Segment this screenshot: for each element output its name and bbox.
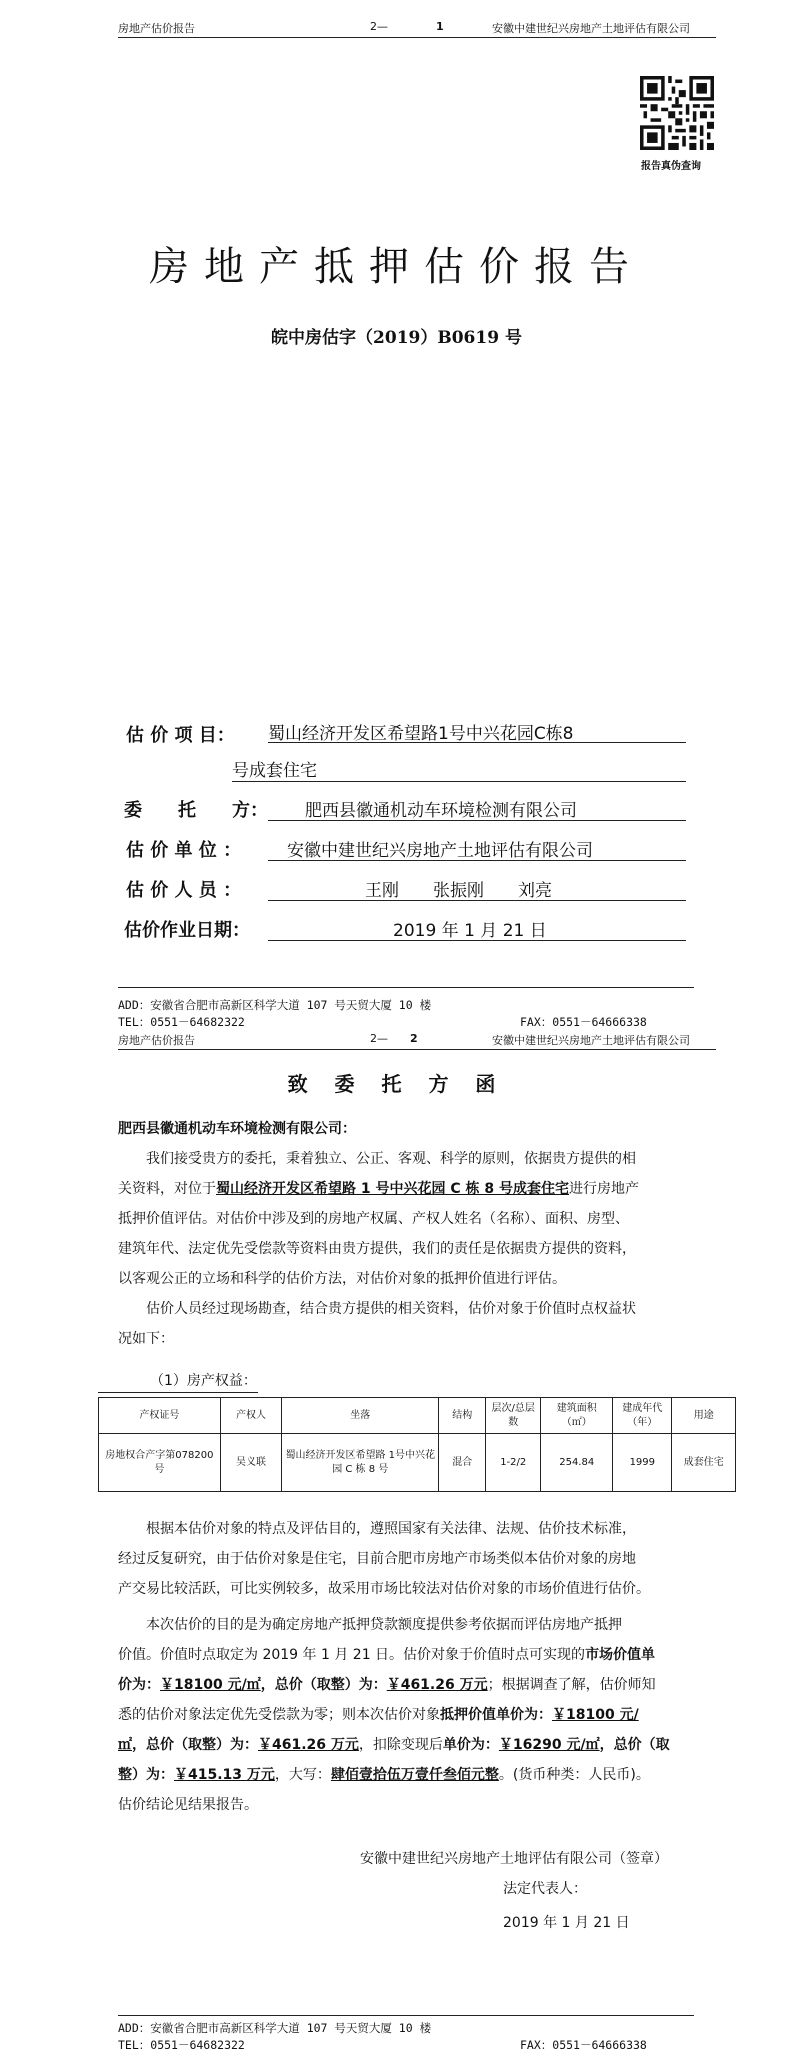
table-header-cell: 建筑面积（㎡）: [541, 1398, 613, 1434]
underline: [268, 860, 686, 861]
header-page-prefix: 2—: [370, 1032, 388, 1045]
header-left: 房地产估价报告: [118, 22, 195, 35]
text-span: 价值。价值时点取定为 2019 年 1 月 21 日。估价对象于价值时点可实现的: [118, 1647, 586, 1663]
text-span: 悉的估价对象法定优先受偿款为零；则本次估价对象: [118, 1707, 440, 1723]
text-line: [118, 1174, 639, 1204]
text-span: 整）为：: [118, 1767, 174, 1783]
report-title: 房地产抵押估价报告: [149, 244, 644, 290]
header-left: 房地产估价报告: [118, 1034, 195, 1047]
text-span: 关资料，对位于: [118, 1181, 216, 1197]
underline: [268, 940, 686, 941]
table-cell: 混合: [439, 1434, 486, 1492]
text-line: [118, 1730, 670, 1760]
table-header-cell: 结构: [439, 1398, 486, 1434]
underline: [232, 781, 686, 782]
field-value-appraisers: 王刚 张振刚 刘亮: [365, 881, 552, 901]
field-value-project: 蜀山经济开发区希望路1号中兴花园C栋8: [268, 724, 574, 744]
property-address: 蜀山经济开发区希望路 1 号中兴花园 C 栋 8 号成套住宅: [216, 1181, 569, 1197]
text-line: 况如下：: [118, 1331, 174, 1347]
footer-rule: [118, 987, 694, 988]
table-header-cell: 产权人: [220, 1398, 281, 1434]
text-span: ，总价（取整）为：: [132, 1737, 258, 1753]
paragraph-1: [118, 1144, 639, 1294]
footer-tel: TEL：0551－64682322: [118, 2038, 245, 2052]
signature-representative: 法定代表人：: [503, 1881, 587, 1897]
text-line: 产交易比较活跃，可比实例较多，故采用市场比较法对估价对象的市场价值进行估价。: [118, 1581, 650, 1597]
qr-label: 报告真伪查询: [641, 161, 701, 172]
text-line: 我们接受贵方的委托，秉着独立、公正、客观、科学的原则，依据贵方提供的相: [146, 1151, 636, 1167]
header-company: 安徽中建世纪兴房地产土地评估有限公司: [492, 1034, 690, 1047]
header-rule: [118, 37, 716, 38]
table-cell: 吴义联: [220, 1434, 281, 1492]
paragraph-2: [118, 1294, 636, 1354]
market-value-label: 市场价值单: [585, 1647, 656, 1663]
caption-rule: [98, 1392, 258, 1393]
field-value-appraiser-org: 安徽中建世纪兴房地产土地评估有限公司: [287, 841, 593, 861]
table-cell: 254.84: [541, 1434, 613, 1492]
text-span: ，总价（取: [599, 1737, 670, 1753]
table-header-cell: 层次/总层数: [486, 1398, 541, 1434]
text-line: [118, 1640, 670, 1670]
text-line: 经过反复研究，由于估价对象是住宅，目前合肥市房地产市场类似本估价对象的房地: [118, 1551, 636, 1567]
field-value-project-cont: 号成套住宅: [232, 761, 317, 781]
table-row: [99, 1434, 736, 1492]
net-unit-price: ￥16290 元/㎡: [498, 1737, 600, 1753]
table-cell: 房地权合产字第078200 号: [99, 1434, 221, 1492]
signature-company: 安徽中建世纪兴房地产土地评估有限公司（签章）: [360, 1851, 668, 1867]
table-header-row: [99, 1398, 736, 1434]
underline: [268, 742, 686, 743]
text-span: 单价为：: [442, 1737, 499, 1753]
text-line: 估价结论见结果报告。: [118, 1797, 258, 1813]
footer-fax: FAX：0551－64666338: [520, 1015, 647, 1029]
table-cell: 成套住宅: [672, 1434, 736, 1492]
text-span: ，总价（取整）为：: [260, 1677, 387, 1693]
signature-date: 2019 年 1 月 21 日: [503, 1915, 630, 1931]
market-total-price: ￥461.26 万元: [386, 1677, 488, 1693]
text-line: 估价人员经过现场勘查，结合贵方提供的相关资料，估价对象于价值时点权益状: [146, 1301, 636, 1317]
header-company: 安徽中建世纪兴房地产土地评估有限公司: [492, 22, 690, 35]
table-header-cell: 产权证号: [99, 1398, 221, 1434]
footer-address: ADD：安徽省合肥市高新区科学大道 107 号天贸大厦 10 楼: [118, 998, 432, 1012]
text-line: [118, 1670, 670, 1700]
table-header-cell: 建成年代（年）: [613, 1398, 672, 1434]
field-label-appraiser-org: 估 价 单 位 ：: [126, 840, 242, 861]
text-span: ，扣除变现后: [358, 1737, 443, 1753]
document-number: 皖中房估字（2019）B0619 号: [271, 328, 522, 348]
header-page-number: 2: [410, 1032, 418, 1045]
header-page-number: 1: [436, 20, 444, 33]
text-line: 建筑年代、法定优先受偿款等资料由贵方提供，我们的责任是依据贵方提供的资料，: [118, 1241, 636, 1257]
field-label-date: 估价作业日期：: [124, 920, 250, 941]
mortgage-total-price: ￥461.26 万元: [258, 1737, 359, 1753]
footer-fax: FAX：0551－64666338: [520, 2038, 647, 2052]
header-rule: [118, 1049, 716, 1050]
field-value-client: 肥西县徽通机动车环境检测有限公司: [305, 801, 577, 821]
text-span: ，大写：: [274, 1767, 331, 1783]
text-span: ㎡: [118, 1737, 132, 1753]
table-caption: （1）房产权益：: [150, 1373, 257, 1389]
paragraph-3: [118, 1514, 650, 1604]
text-span: ；根据调查了解，估价师知: [487, 1677, 656, 1693]
text-span: 价为：: [118, 1677, 160, 1693]
market-unit-price: ￥18100 元/㎡: [160, 1677, 261, 1693]
field-label-project: 估 价 项 目：: [126, 725, 235, 746]
qr-code-icon[interactable]: [640, 76, 714, 150]
mortgage-unit-label: 抵押价值单价为：: [440, 1707, 552, 1723]
underline: [268, 820, 686, 821]
letter-title: 致 委 托 方 函: [287, 1072, 506, 1096]
field-value-date: 2019 年 1 月 21 日: [393, 921, 547, 941]
footer-rule: [118, 2015, 694, 2016]
table-cell: 1-2/2: [486, 1434, 541, 1492]
field-label-client: 委 托 方：: [124, 800, 268, 821]
header-page-prefix: 2—: [370, 20, 388, 33]
text-line: 本次估价的目的是为确定房地产抵押贷款额度提供参考依据而评估房地产抵押: [146, 1617, 622, 1633]
text-line: [118, 1700, 670, 1730]
table-cell: 1999: [613, 1434, 672, 1492]
net-total-price: ￥415.13 万元: [174, 1767, 275, 1783]
addressee: 肥西县徽通机动车环境检测有限公司：: [118, 1121, 356, 1137]
paragraph-4: [118, 1610, 670, 1820]
footer-address: ADD：安徽省合肥市高新区科学大道 107 号天贸大厦 10 楼: [118, 2021, 432, 2035]
text-line: 根据本估价对象的特点及评估目的，遵照国家有关法律、法规、估价技术标准，: [146, 1521, 636, 1537]
property-rights-table: [98, 1397, 736, 1492]
footer-tel: TEL：0551－64682322: [118, 1015, 245, 1029]
text-span: 进行房地产: [569, 1181, 639, 1197]
text-line: 以客观公正的立场和科学的估价方法，对估价对象的抵押价值进行评估。: [118, 1271, 566, 1287]
table-cell: 蜀山经济开发区希望路 1号中兴花园 C 栋 8 号: [282, 1434, 439, 1492]
text-line: [118, 1760, 670, 1790]
table-header-cell: 用途: [672, 1398, 736, 1434]
text-span: 。(货币种类：人民币)。: [498, 1767, 650, 1783]
text-line: 抵押价值评估。对估价中涉及到的房地产权属、产权人姓名（名称）、面积、房型、: [118, 1211, 629, 1227]
table-header-cell: 坐落: [282, 1398, 439, 1434]
amount-in-words: 肆佰壹拾伍万壹仟叁佰元整: [330, 1767, 499, 1783]
mortgage-unit-price: ￥18100 元/: [552, 1707, 639, 1723]
field-label-appraisers: 估 价 人 员 ：: [126, 880, 242, 901]
underline: [268, 900, 686, 901]
